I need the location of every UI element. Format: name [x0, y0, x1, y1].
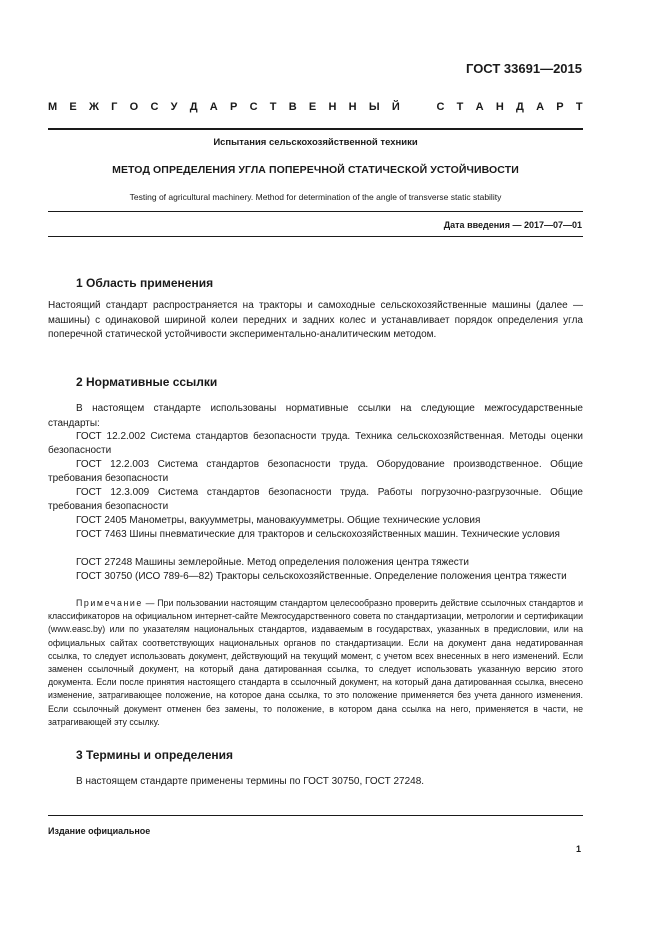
edition-label: Издание официальное	[48, 826, 151, 836]
banner-letter: О	[129, 101, 139, 113]
banner-letter: А	[209, 101, 218, 113]
banner-letter: Р	[229, 101, 238, 113]
reference-text: ГОСТ 27248 Машины землеройные. Метод определения положения центра тяжести	[76, 557, 469, 568]
reference-item	[48, 430, 583, 458]
note-label: Примечание	[76, 598, 143, 608]
banner-letter: С	[249, 101, 258, 113]
banner-letter: С	[150, 101, 159, 113]
section-1-body: Настоящий стандарт распространяется на тракторы и самоходные сельскохозяйственные машины (далее — машины) с одинаковой шириной колеи передних и задних колес и устанавливает порядок определения угла поперечной статической устойчивости экспериментально-аналитическим методом.	[48, 300, 583, 340]
reference-text: ГОСТ 12.3.009 Система стандартов безопасности труда. Работы погрузочно-разгрузочные. Общие требования безопасности	[48, 487, 583, 512]
section-3-text	[48, 775, 583, 790]
banner-letter: Д	[516, 101, 524, 113]
banner-letter: Н	[328, 101, 337, 113]
note-text: — При пользовании настоящим стандартом целесообразно проверить действие ссылочных стандартов и классификаторов на официальном интернет-сайте Межгосударственного совета по стандартизации, метрологии и сертификации (www.easc.by) или по указателям национальных стандартов, издаваемым в государствах, указанных в предисловии, или на официальных сайтах соответствующих национальных органов по стандартизации. Если на документ дана недатированная ссылка, то следует использовать документ, действующий на текущий момент, с учетом всех внесенных в него изменений. Если заменен ссылочный документ, на который дана датированная ссылка, то следует использовать указанную версию этого документа. Если после принятия настоящего стандарта в ссылочный документ, на который дана датированная ссылка, внесено изменение, затрагивающее положение, на которое дана ссылка, то это положение применяется без учета данного изменения. Если ссылочный документ отменен без замены, то положение, в котором дана ссылка на него, применяется в части, не затрагивающей эту ссылку.	[48, 598, 583, 727]
banner-letter: Н	[348, 101, 357, 113]
banner-letter: Е	[308, 101, 317, 113]
reference-text: ГОСТ 2405 Манометры, вакуумметры, мановакуумметры. Общие технические условия	[76, 515, 481, 526]
reference-list	[48, 430, 583, 598]
banner-letter: Д	[189, 101, 198, 113]
reference-text: ГОСТ 12.2.002 Система стандартов безопасности труда. Техника сельскохозяйственная. Методы оценки безопасности	[48, 431, 583, 456]
banner-letter: Г	[111, 101, 118, 113]
section-2-intro	[48, 402, 583, 431]
section-1-heading: 1 Область применения	[76, 276, 214, 290]
banner-letter: Т	[456, 101, 464, 113]
section-3-body: В настоящем стандарте применены термины по ГОСТ 30750, ГОСТ 27248.	[76, 776, 425, 787]
reference-text: ГОСТ 12.2.003 Система стандартов безопасности труда. Оборудование производственное. Общие требования безопасности	[48, 459, 583, 484]
section-3-heading: 3 Термины и определения	[76, 748, 234, 762]
banner-letter: Т	[269, 101, 277, 113]
banner-letter: М	[48, 101, 58, 113]
reference-text: ГОСТ 30750 (ИСО 789-6—82) Тракторы сельскохозяйственные. Определение положения центра тяжести	[76, 571, 567, 582]
banner-letter: С	[436, 101, 445, 113]
title-divider	[48, 211, 583, 212]
footer-divider	[48, 815, 583, 816]
reference-item	[48, 458, 583, 486]
banner-letter: Р	[556, 101, 564, 113]
banner-letter: Й	[391, 101, 400, 113]
introduction-date: Дата введения — 2017—07—01	[443, 220, 582, 230]
reference-item	[48, 514, 583, 528]
document-title: МЕТОД ОПРЕДЕЛЕНИЯ УГЛА ПОПЕРЕЧНОЙ СТАТИЧЕСКОЙ УСТОЙЧИВОСТИ	[112, 164, 519, 176]
section-2-intro-text: В настоящем стандарте использованы нормативные ссылки на следующие межгосударственные стандарты:	[48, 403, 583, 429]
banner-letter: А	[536, 101, 545, 113]
banner-letter: Т	[575, 101, 583, 113]
banner-letter: А	[475, 101, 484, 113]
reference-text: ГОСТ 7463 Шины пневматические для тракторов и сельскохозяйственных машин. Технические условия	[76, 529, 560, 540]
banner-letter: В	[288, 101, 297, 113]
banner-letter: Ж	[88, 101, 99, 113]
interstate-standard-banner	[48, 101, 583, 115]
document-title-english: Testing of agricultural machinery. Method for determination of the angle of transverse static stability	[129, 192, 502, 202]
date-divider	[48, 236, 583, 237]
reference-item	[48, 570, 583, 598]
page-number: 1	[575, 844, 581, 854]
reference-item	[48, 486, 583, 514]
standard-number: ГОСТ 33691—2015	[466, 61, 582, 76]
section-2-heading: 2 Нормативные ссылки	[76, 375, 218, 389]
section-1-text	[48, 299, 583, 343]
references-note	[48, 597, 583, 729]
document-subtitle: Испытания сельскохозяйственной техники	[213, 137, 418, 148]
banner-letter: У	[170, 101, 178, 113]
banner-letter: Н	[495, 101, 504, 113]
banner-letter: Е	[69, 101, 77, 113]
banner-letter: Ы	[368, 101, 380, 113]
reference-item	[48, 528, 583, 556]
header-divider	[48, 128, 583, 130]
reference-item	[48, 556, 583, 570]
